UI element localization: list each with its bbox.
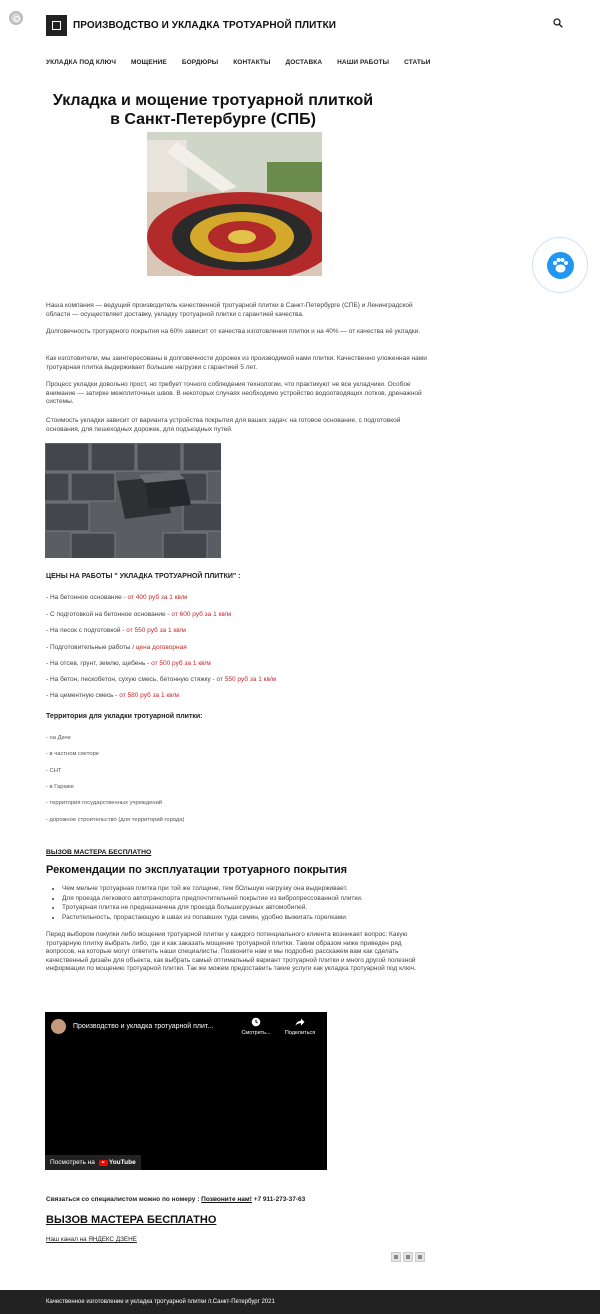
free-master-call-big-link[interactable]: ВЫЗОВ МАСТЕРА БЕСПЛАТНО	[46, 1214, 217, 1226]
channel-avatar[interactable]	[51, 1019, 66, 1034]
chat-widget-button[interactable]	[532, 237, 588, 293]
list-item: • Для проезда легкового автотранспорта предпочтительней покрытие из вибропрессованной плитки.	[62, 894, 363, 904]
territory-item: - дорожное строительство (для территорий города)	[46, 817, 185, 823]
clock-icon	[251, 1017, 261, 1027]
share-label: Поделиться	[284, 1030, 316, 1036]
call-us-link[interactable]: Позвоните нам!	[201, 1196, 252, 1203]
price-item	[46, 660, 211, 667]
nav-item-delivery[interactable]: ДОСТАВКА	[285, 59, 323, 66]
video-title[interactable]: Производство и укладка тротуарной плит...	[73, 1023, 214, 1030]
paw-icon	[547, 252, 574, 279]
watch-later-label: Смотреть...	[241, 1030, 271, 1036]
nav-item-portfolio[interactable]: НАШИ РАБОТЫ	[337, 59, 390, 66]
price-value: от 500 руб за 1 кв/м	[151, 660, 211, 667]
price-value: цена договорная	[135, 644, 187, 651]
watch-on-label: Посмотреть на	[50, 1159, 95, 1166]
recommendations-list	[62, 884, 363, 922]
durability-paragraph: Долговечность тротуарного покрытия на 60% зависит от качества изготовления плитки и на 40% — от качества её укладки.	[46, 328, 421, 335]
recommendations-heading: Рекомендации по эксплуатации тротуарного покрытия	[46, 864, 348, 876]
share-arrow-icon	[295, 1017, 305, 1027]
nav-item-curbs[interactable]: БОРДЮРЫ	[181, 59, 219, 66]
share-x-icon[interactable]	[415, 1252, 425, 1262]
cost-paragraph: Стоимость укладки зависит от варианта устройства покрытия для ваших задач: на готовое основание, с подготовкой основания, для пешеходных дорожек, для подъездных путей.	[46, 417, 401, 433]
site-logo[interactable]	[46, 15, 67, 36]
share-social-icon[interactable]	[403, 1252, 413, 1262]
corner-settings-button[interactable]	[9, 11, 23, 25]
price-label: - На отсев, грунт, землю, щебень -	[46, 660, 152, 667]
intro-paragraph: Наша компания — ведущий производитель качественной тротуарной плитки в Санкт-Петербурге (СПБ) и Ленинградской области — осуществляет доставку, укладку тротуарной плитки с гарантией качества.	[46, 302, 413, 318]
price-label: - На цементную смесь -	[46, 692, 120, 699]
price-value: от 600 руб за 1 кв/м	[171, 611, 232, 618]
page-title: Укладка и мощение тротуарной плиткой в Санкт-Петербурге (СПБ)	[52, 92, 374, 128]
site-title[interactable]: ПРОИЗВОДСТВО И УКЛАДКА ТРОТУАРНОЙ ПЛИТКИ	[73, 20, 337, 31]
footer	[0, 1290, 600, 1314]
price-label: - Подготовительные работы /	[46, 644, 136, 651]
contact-prefix: Связаться со специалистом можно по номеру :	[46, 1196, 202, 1203]
price-value: от 400 руб за 1 кв/м	[127, 594, 188, 601]
guarantee-paragraph: Как изготовители, мы заинтересованы в долговечности дорожек из производимой нами плитки. Качественно уложенная нами тротуарная плитка выдерживает большие нагрузки с гарантией 5 лет.	[46, 355, 427, 371]
watch-on-youtube-button[interactable]	[45, 1155, 141, 1170]
list-item: • Чем мельче тротуарная плитка при той же толщине, тем бОльшую нагрузку она выдерживает.	[62, 884, 363, 894]
contact-line	[46, 1196, 305, 1203]
youtube-wordmark: YouTube	[108, 1159, 136, 1166]
price-item	[46, 644, 187, 651]
youtube-video-player[interactable]	[45, 1012, 327, 1170]
hero-image	[147, 132, 322, 276]
territory-item: - в частном секторе	[46, 751, 100, 757]
youtube-logo	[99, 1159, 136, 1166]
price-value: от 550 руб за 1 кв/м	[126, 627, 186, 634]
price-value: от 550 руб за 1 кв/м	[216, 676, 277, 683]
main-nav	[46, 59, 431, 66]
territory-item: - СНТ	[46, 768, 62, 774]
share-buttons	[391, 1252, 425, 1262]
share-email-icon[interactable]	[391, 1252, 401, 1262]
price-label: - С подготовкой на бетонное основание -	[46, 611, 172, 618]
territory-item: - на Даче	[46, 735, 71, 741]
youtube-play-icon	[99, 1160, 108, 1166]
nav-item-paving[interactable]: МОЩЕНИЕ	[131, 59, 167, 66]
price-item	[46, 594, 187, 601]
paving-stones-image	[45, 443, 221, 558]
watch-later-button[interactable]	[236, 1017, 276, 1036]
nav-item-articles[interactable]: СТАТЬИ	[404, 59, 431, 66]
price-label: - На бетон, пескобетон, сухую смесь, бетонную стяжку -	[46, 676, 217, 683]
share-button[interactable]	[280, 1017, 320, 1036]
search-icon[interactable]	[553, 18, 563, 28]
nav-item-turnkey[interactable]: УКЛАДКА ПОД КЛЮЧ	[46, 59, 116, 66]
process-paragraph: Процесс укладки довольно прост, но требует точного соблюдения технологии, что практикуют не все укладчики. Особое внимание — затирке межплиточных швов. В некоторых случаях необходимо устройство водоотводящих лотков, дренажной системы.	[46, 381, 422, 405]
price-item	[46, 627, 186, 634]
price-label: - На песок с подготовкой -	[46, 627, 127, 634]
price-item	[46, 611, 231, 618]
territory-item: - территория государственных учреждений	[46, 800, 163, 806]
territory-heading: Территория для укладки тротуарной плитки:	[46, 713, 203, 720]
free-master-call-link[interactable]: ВЫЗОВ МАСТЕРА БЕСПЛАТНО	[46, 849, 152, 856]
price-value: от 580 руб за 1 кв/м	[119, 692, 179, 699]
price-item	[46, 676, 276, 683]
closing-paragraph: Перед выбором покупки либо мощения тротуарной плитки у каждого потенциального клиента возникает вопрос: Какую тротуарную плитку выбрать либо, где и как заказать мощение тротуарной плитки. Таким образом ниже приведен ряд вопросов, на которые могут ответить наши специалисты. Позвоните нам и мы подробно расскажем вам как сделать качественный дизайн для объекта, как выбрать самый оптимальный вариант тротуарной плитки и много другой полезной информации по мощению тротуарной плитки. Так же можем предоставить такие услуги как укладка тротуарной под ключ.	[46, 931, 416, 972]
nav-item-contacts[interactable]: КОНТАКТЫ	[233, 59, 271, 66]
list-item: • Растительность, прорастающую в швах из попавших туда семян, удобно выжигать горелками.	[62, 913, 363, 923]
yandex-dzen-link[interactable]: Наш канал на ЯНДЕКС ДЗЕНЕ	[46, 1236, 137, 1243]
list-item: • Тротуарная плитка не предназначена для проезда большегрузных автомобилей.	[62, 903, 363, 913]
footer-text: Качественное изготовление и укладка тротуарной плитки /г.Санкт-Петербург 2021	[46, 1299, 275, 1305]
price-label: - На бетонное основание -	[46, 594, 128, 601]
prices-heading: ЦЕНЫ НА РАБОТЫ " УКЛАДКА ТРОТУАРНОЙ ПЛИТКИ" :	[46, 573, 241, 580]
phone-number: +7 911-273-37-63	[251, 1196, 306, 1203]
territory-item: - в Гараже	[46, 784, 74, 790]
price-item	[46, 692, 179, 699]
